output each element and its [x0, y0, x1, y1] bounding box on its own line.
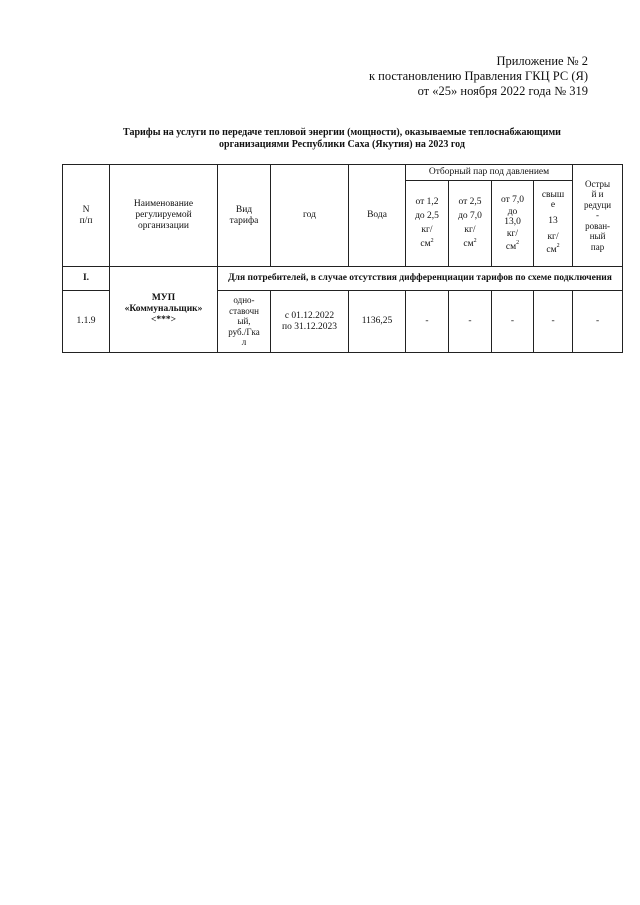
appendix-line-2: к постановлению Правления ГКЦ РС (Я): [368, 69, 588, 83]
header-num: N п/п: [63, 165, 110, 267]
title-line-2: организациями Республики Саха (Якутия) на 2023 год: [219, 139, 465, 150]
appendix-reference: [369, 54, 588, 99]
header-steam-1-2-5: от 1,2 до 2,5 кг/ $см^2$: [406, 181, 449, 267]
header-sharp-steam: Остры й и редуци - рован- ный пар: [573, 165, 623, 267]
section-caption: Для потребителей, в случае отсутствия дифференциации тарифов по схеме подключения: [218, 267, 623, 291]
header-steam-group: Отборный пар под давлением: [406, 165, 573, 181]
header-year: год: [271, 165, 349, 267]
header-water: Вода: [349, 165, 406, 267]
row-steam-over-13: -: [534, 291, 573, 353]
header-steam-2-5-7: от 2,5 до 7,0 кг/ $см^2$: [449, 181, 492, 267]
header-tariff-type: Вид тарифа: [218, 165, 271, 267]
row-steam-1-2-5: -: [406, 291, 449, 353]
document-title: [62, 127, 622, 151]
appendix-line-3: от «25» ноября 2022 года № 319: [417, 84, 588, 98]
row-steam-7-13: -: [492, 291, 534, 353]
row-water-tariff: 1136,25: [349, 291, 406, 353]
header-steam-7-13: от 7,0 до 13,0 кг/ $см^2$: [492, 181, 534, 267]
row-period: с 01.12.2022 по 31.12.2023: [271, 291, 349, 353]
section-number: I.: [63, 267, 110, 291]
row-organization: МУП «Коммунальщик» <***>: [110, 267, 218, 353]
row-number: 1.1.9: [63, 291, 110, 353]
header-organization: Наименование регулируемой организации: [110, 165, 218, 267]
title-line-1: Тарифы на услуги по передаче тепловой энергии (мощности), оказываемые теплоснабжающими: [123, 127, 561, 138]
row-tariff-type: одно- ставочн ый, руб./Гка л: [218, 291, 271, 353]
header-steam-over-13: свыш е 13 кг/ $см^2$: [534, 181, 573, 267]
row-steam-2-5-7: -: [449, 291, 492, 353]
appendix-line-1: Приложение № 2: [496, 54, 588, 68]
row-sharp-steam: -: [573, 291, 623, 353]
tariff-table: [62, 164, 623, 353]
